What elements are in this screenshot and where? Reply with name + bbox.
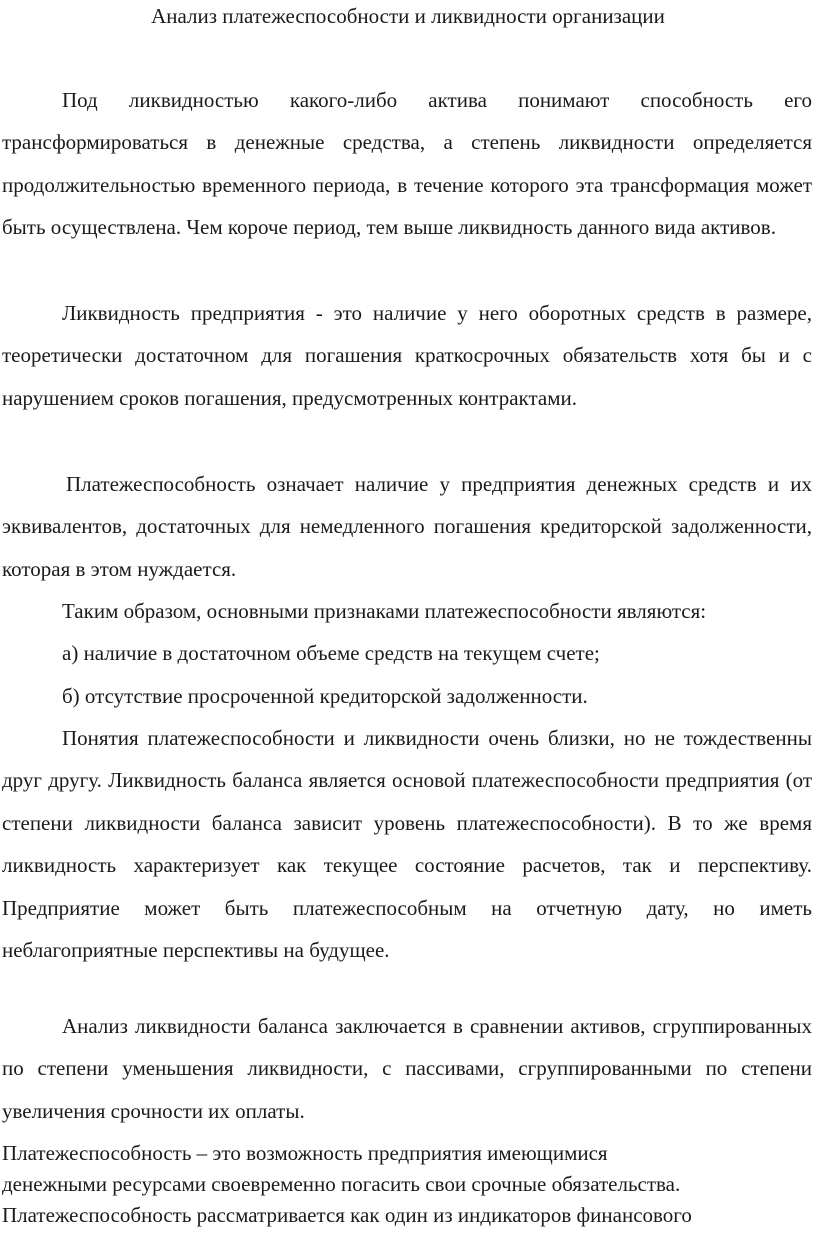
paragraph-solvency-continuation [2, 1138, 812, 1231]
text-line: денежными ресурсами своевременно погасить свои срочные обязательства. [2, 1172, 681, 1196]
paragraph-balance-liquidity-analysis: Анализ ликвидности баланса заключается в сравнении активов, сгруппированных по степени уменьшения ликвидности, с пассивами, сгруппированными по степени увеличения срочности их оплаты. [2, 1014, 812, 1123]
paragraph-solvency-signs-intro: Таким образом, основными признаками платежеспособности являются: [62, 599, 707, 623]
document-title: Анализ платежеспособности и ликвидности организации [151, 4, 665, 28]
paragraph-liquidity-of-asset: Под ликвидностью какого-либо актива понимают способность его трансформироваться в денежные средства, а степень ликвидности определяется продолжительностью временного периода, в течение которого эта трансформация может быть осуществлена. Чем короче период, тем выше ликвидность данного вида активов. [2, 88, 812, 240]
text-line: Платежеспособность рассматривается как один из индикаторов финансового [2, 1203, 692, 1227]
paragraph-solvency-definition: Платежеспособность означает наличие у предприятия денежных средств и их эквивалентов, достаточных для немедленного погашения кредиторской задолженности, которая в этом нуждается. [2, 472, 812, 581]
list-item-sign-b: б) отсутствие просроченной кредиторской задолженности. [62, 684, 588, 708]
paragraph-concepts-comparison: Понятия платежеспособности и ликвидности очень близки, но не тождественны друг другу. Ликвидность баланса является основой платежеспособности предприятия (от степени ликвидности баланса зависит уровень платежеспособности). В то же время ликвидность характеризует как текущее состояние расчетов, так и перспективу. Предприятие может быть платежеспособным на отчетную дату, но иметь неблагоприятные перспективы на будущее. [2, 726, 812, 963]
text-line: Платежеспособность – это возможность предприятия имеющимися [2, 1141, 608, 1165]
paragraph-liquidity-of-enterprise: Ликвидность предприятия - это наличие у него оборотных средств в размере, теоретически достаточном для погашения краткосрочных обязательств хотя бы и с нарушением сроков погашения, предусмотренных контрактами. [2, 301, 812, 410]
list-item-sign-a: а) наличие в достаточном объеме средств на текущем счете; [62, 641, 600, 665]
